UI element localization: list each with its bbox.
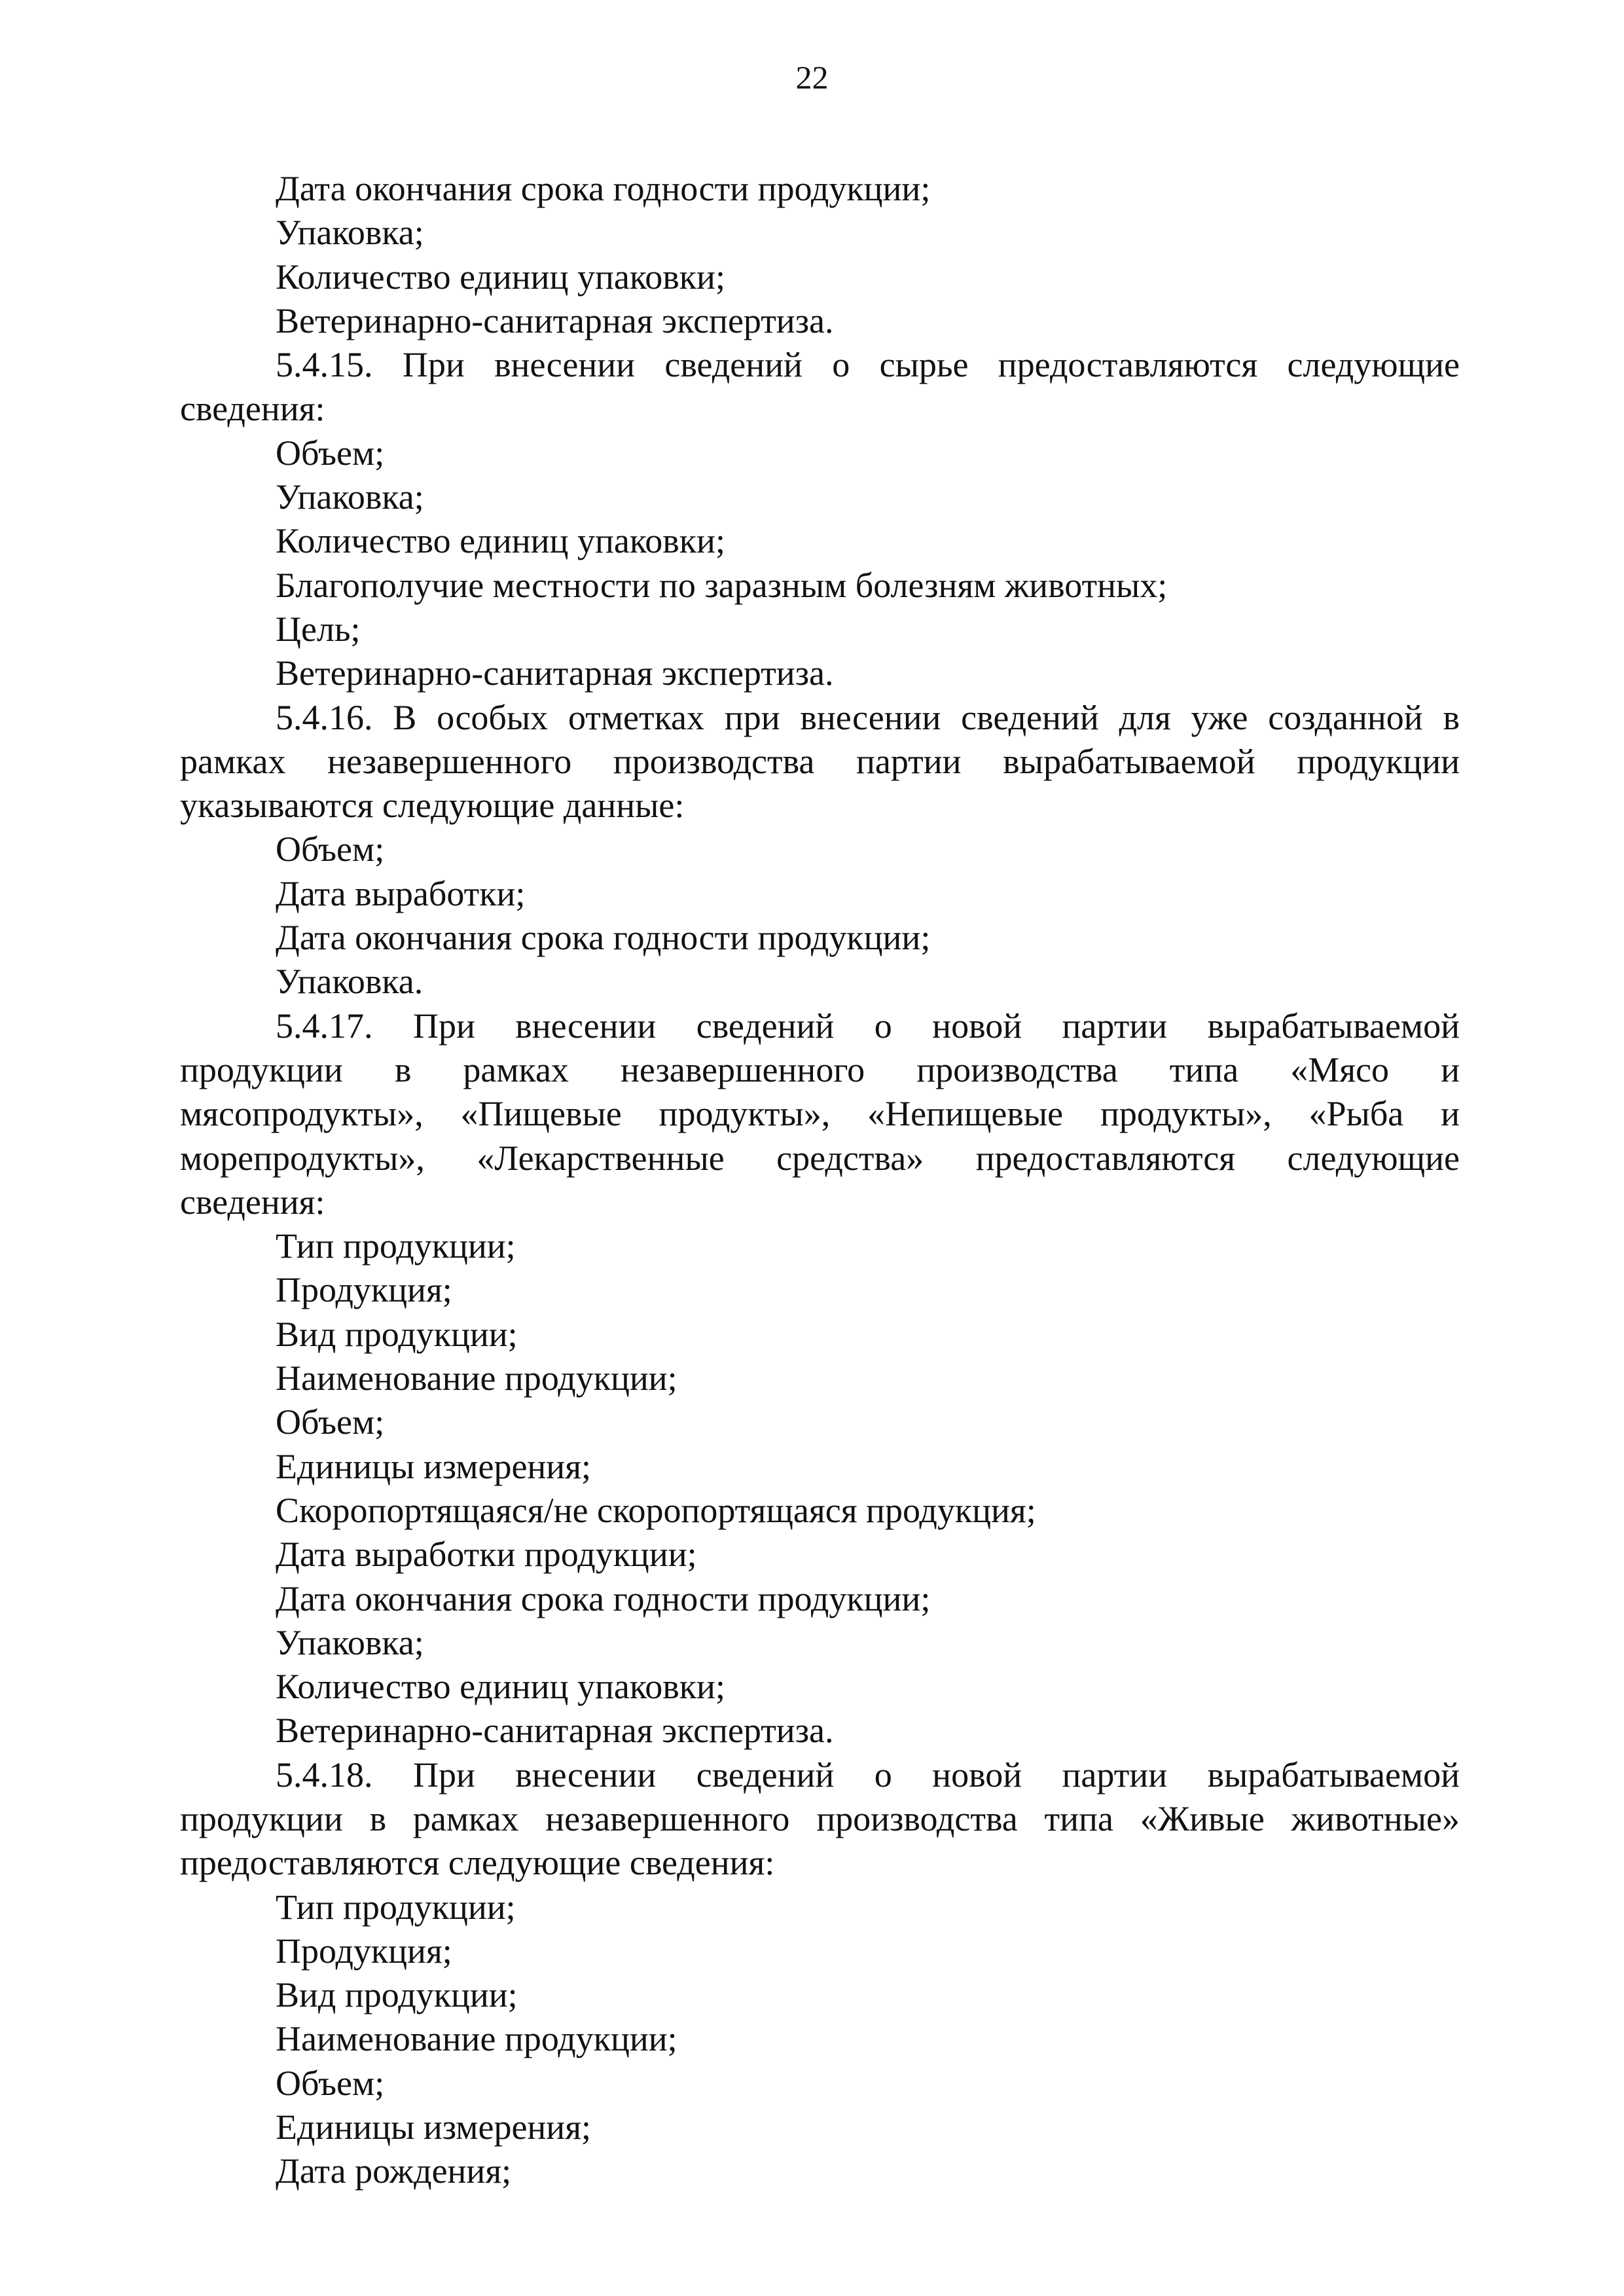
list-item: Единицы измерения; [276,2107,592,2147]
list-item: Объем; [276,1402,385,1442]
list-item: Упаковка. [276,962,424,1002]
list-item: Количество единиц упаковки; [276,1667,725,1707]
list-item: Дата выработки; [276,873,526,913]
paragraph-5-4-16-line: 5.4.16. В особых отметках при внесении сведений для уже созданной в [276,697,1460,737]
list-item: Ветеринарно-санитарная экспертиза. [276,1711,834,1751]
list-item: Тип продукции; [276,1887,516,1927]
list-item: Ветеринарно-санитарная экспертиза. [276,301,834,340]
list-item: Единицы измерения; [276,1446,592,1486]
list-item: Продукция; [276,1270,452,1310]
list-item: Дата рождения; [276,2151,512,2191]
paragraph-5-4-18-line: предоставляются следующие сведения: [180,1843,775,1883]
list-item: Количество единиц упаковки; [276,257,725,297]
list-item: Дата окончания срока годности продукции; [276,169,931,208]
list-item: Упаковка; [276,477,424,517]
list-item: Объем; [276,829,385,869]
list-item: Продукция; [276,1931,452,1971]
list-item: Цель; [276,609,361,649]
list-item: Упаковка; [276,1622,424,1662]
list-item: Вид продукции; [276,1314,518,1354]
paragraph-5-4-17-line: морепродукты», «Лекарственные средства» предоставляются следующие [180,1138,1460,1178]
list-item: Упаковка; [276,213,424,253]
paragraph-5-4-18-line: 5.4.18. При внесении сведений о новой партии вырабатываемой [276,1755,1460,1795]
list-item: Дата выработки продукции; [276,1535,697,1575]
list-item: Скоропортящаяся/не скоропортящаяся продукция; [276,1490,1036,1530]
list-item: Ветеринарно-санитарная экспертиза. [276,653,834,693]
list-item: Наименование продукции; [276,2019,677,2059]
list-item: Количество единиц упаковки; [276,521,725,561]
list-item: Тип продукции; [276,1226,516,1266]
paragraph-5-4-17-line: сведения: [180,1182,325,1222]
list-item: Дата окончания срока годности продукции; [276,1578,931,1618]
paragraph-5-4-15-line: 5.4.15. При внесении сведений о сырье предоставляются следующие [276,345,1460,385]
paragraph-5-4-16-line: рамках незавершенного производства партии вырабатываемой продукции [180,741,1460,781]
list-item: Дата окончания срока годности продукции; [276,918,931,958]
list-item: Объем; [276,2063,385,2103]
page-number: 22 [795,59,829,96]
paragraph-5-4-17-line: продукции в рамках незавершенного производства типа «Мясо и [180,1049,1460,1089]
list-item: Объем; [276,433,385,473]
document-body [180,167,1460,2194]
list-item: Благополучие местности по заразным болезням животных; [276,565,1168,605]
list-item: Вид продукции; [276,1975,518,2015]
list-item: Наименование продукции; [276,1358,677,1398]
paragraph-5-4-17-line: 5.4.17. При внесении сведений о новой партии вырабатываемой [276,1006,1460,1046]
paragraph-5-4-17-line: мясопродукты», «Пищевые продукты», «Непищевые продукты», «Рыба и [180,1094,1460,1134]
paragraph-5-4-16-line: указываются следующие данные: [180,786,685,826]
paragraph-5-4-18-line: продукции в рамках незавершенного производства типа «Живые животные» [180,1798,1460,1838]
paragraph-5-4-15-line: сведения: [180,389,325,429]
